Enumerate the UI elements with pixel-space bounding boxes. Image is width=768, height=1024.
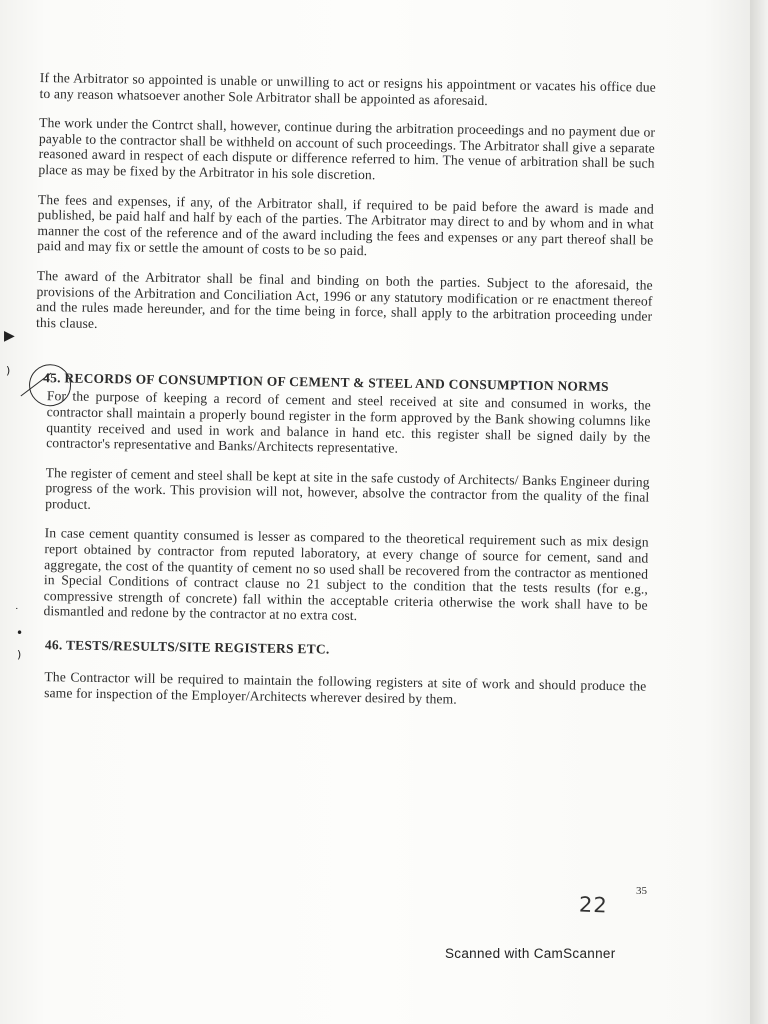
paragraph-arbitrator-replacement: If the Arbitrator so appointed is unable or unwilling to act or resigns his appointment or vacates his office due to any reason whatsoever another Sole Arbitrator shall be appointed as aforesaid. xyxy=(39,70,656,108)
section-46-paragraph-registers: The Contractor will be required to maintain the following registers at site of work and should produce the same for inspection of the Employer/Architects wherever desired by them. xyxy=(44,669,647,707)
margin-pen-mark: ˙ xyxy=(14,606,20,619)
margin-pen-mark: ) xyxy=(6,364,11,377)
section-45-paragraph-cement-recovery: In case cement quantity consumed is lesser as compared to the theoretical requirement such as mix design report obtained by contractor from reputed laboratory, at every change of source for cement, sand and aggregate, the cost of the quantity of cement no so used shall be recovered from the contractor as mentioned in Special Conditions of contract clause no 21 subject to the condition that the tests results (for e.g., compressive strength of concrete) fall within the acceptable criteria otherwise the work shall have to be dismantled and redone by the contractor at no extra cost. xyxy=(43,525,649,624)
section-45-paragraph-register: For the purpose of keeping a record of cement and steel received at site and consumed in works, the contractor shall maintain a properly bound register in the form approved by the Bank showing columns like quantity received and used in work and balance in hand etc. this register shall be signed daily by the contractor's representative and Banks/Architects representative. xyxy=(46,388,651,456)
margin-pen-mark: ▶ xyxy=(4,328,15,344)
margin-pen-mark: ) xyxy=(17,648,22,661)
section-45-paragraph-custody: The register of cement and steel shall be kept at site in the safe custody of Architects/ Banks Engineer during progress of the work. This provision will not, however, absolve the contractor from the quality of the final product. xyxy=(45,464,650,512)
handwritten-page-number: 22 xyxy=(578,892,609,918)
margin-pen-mark: • xyxy=(16,626,24,640)
camscanner-watermark: Scanned with CamScanner xyxy=(445,946,616,961)
paragraph-award-final: The award of the Arbitrator shall be final and binding on both the parties. Subject to the aforesaid, the provisions of the Arbitration and Conciliation Act, 1996 or any statutory modification or re enactment thereof and the rules made hereunder, and for the time being in force, shall apply to the arbitration proceeding under this clause. xyxy=(35,267,653,331)
page-content xyxy=(30,70,656,710)
section-46 xyxy=(30,637,647,710)
page-number: 35 xyxy=(636,885,647,897)
section-45-heading-text: 45. RECORDS OF CONSUMPTION OF CEMENT & STEEL AND CONSUMPTION NORMS xyxy=(43,370,609,395)
paragraph-fees-expenses: The fees and expenses, if any, of the Arbitrator shall, if required to be paid before the award is made and published, be paid half and half by each of the parties. The Arbitrator may direct to and by whom and in what manner the cost of the reference and of the award including the fees and expenses or any part thereof shall be paid and may fix or settle the amount of costs to be so paid. xyxy=(37,191,655,259)
page-edge-shadow xyxy=(750,0,768,1024)
paragraph-work-continuation: The work under the Contrct shall, however, continue during the arbitration proceedings and no payment due or payable to the contractor shall be withheld on account of such proceedings. The Arbitrator shall give a separate reasoned award in respect of each dispute or difference referred to him. The venue of arbitration shall be such place as may be fixed by the Arbitrator in his sole discretion. xyxy=(38,115,656,183)
section-46-heading: 46. TESTS/RESULTS/SITE REGISTERS ETC. xyxy=(44,637,330,657)
section-45 xyxy=(31,370,651,628)
